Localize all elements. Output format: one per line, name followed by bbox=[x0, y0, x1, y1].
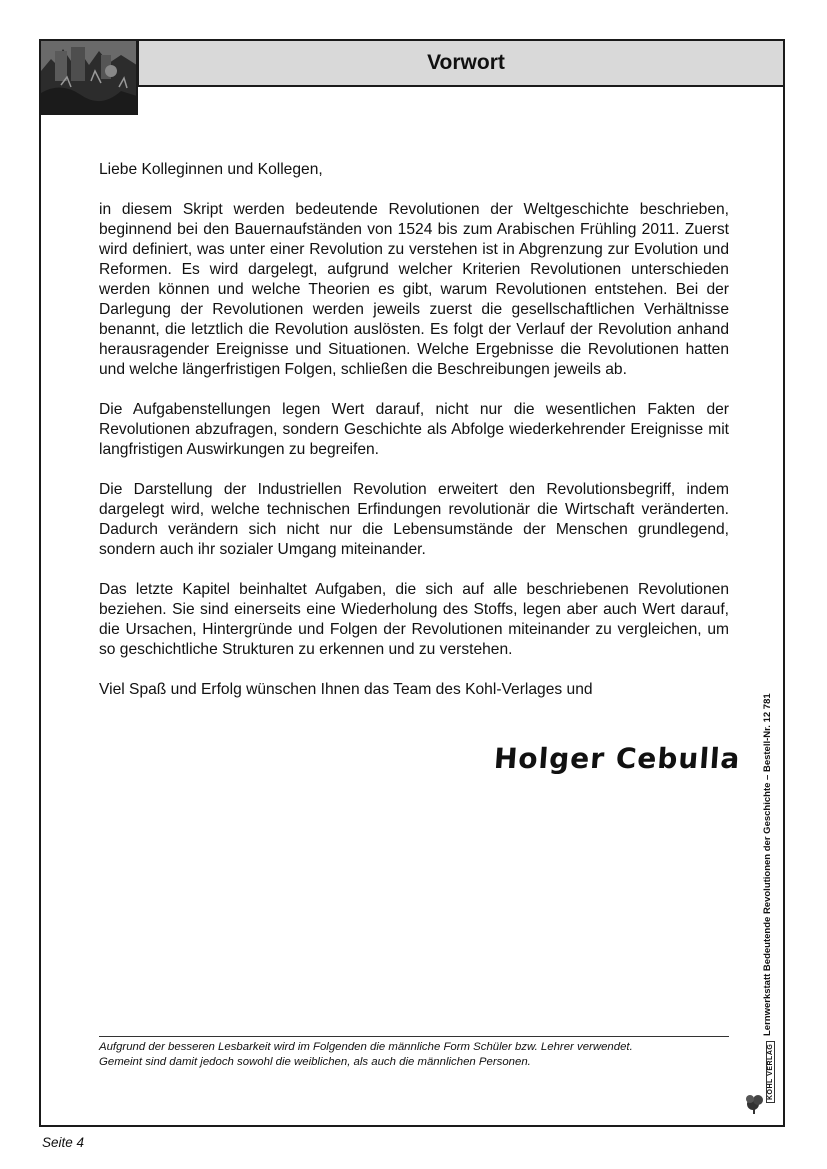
closing-line: Viel Spaß und Erfolg wünschen Ihnen das Team des Kohl-Verlages und bbox=[99, 681, 593, 698]
page-number: Seite 4 bbox=[42, 1135, 85, 1150]
header-bar bbox=[137, 39, 785, 87]
footnote-line-2: Gemeint sind damit jedoch sowohl die weiblichen, als auch die männlichen Personen. bbox=[99, 1056, 531, 1068]
paragraph-1: in diesem Skript werden bedeutende Revolutionen der Weltgeschichte beschrieben, beginnend bei den Bauernaufständen von 1524 bis zum Arabischen Frühling 2011. Zuerst wird definiert, was unter einer Revolution zu verstehen ist in Abgrenzung zur Evolution und Reformen. Es wird dargelegt, aufgrund welcher Kriterien Revolutionen unterschieden werden können und welche Theorien es gibt, warum Revolutionen entstehen. Bei der Darlegung der Revolutionen werden jeweils zuerst die gesellschaftlichen Verhältnisse benannt, die letztlich die Revolution auslösten. Es folgt der Verlauf der Revolution anhand herausragender Ereignisse und Situationen. Welche Ergebnisse die Revolutionen hatten und welche längerfristigen Folgen, schließen die Beschreibungen jeweils ab. bbox=[99, 201, 729, 378]
side-label: Lernwerkstatt Bedeutende Revolutionen der Geschichte – Bestell-Nr. 12 781 bbox=[762, 693, 773, 1036]
page-title: Vorwort bbox=[427, 51, 505, 74]
publisher-logo-text: KOHL VERLAG bbox=[766, 1041, 775, 1103]
paragraph-2: Die Aufgabenstellungen legen Wert darauf, nicht nur die wesentlichen Fakten der Revolutionen abzufragen, sondern Geschichte als Abfolge wiederkehrender Ereignisse mit langfristigen Auswirkungen zu begreifen. bbox=[99, 401, 729, 458]
greeting: Liebe Kolleginnen und Kollegen, bbox=[99, 161, 323, 178]
footnote-divider bbox=[99, 1036, 729, 1037]
revolution-illustration bbox=[39, 39, 138, 115]
paragraph-4: Das letzte Kapitel beinhaltet Aufgaben, die sich auf alle beschriebenen Revolutionen beziehen. Sie sind einerseits eine Wiederholung des Stoffs, legen aber auch Wert darauf, die Ursachen, Hintergründe und Folgen der Revolutionen miteinander zu vergleichen, um so geschichtliche Strukturen zu erkennen und zu verstehen. bbox=[99, 581, 729, 658]
footnote-line-1: Aufgrund der besseren Lesbarkeit wird im Folgenden die männliche Form Schüler bzw. Lehrer verwendet. bbox=[99, 1041, 633, 1053]
foreword-body bbox=[99, 160, 729, 720]
paragraph-3: Die Darstellung der Industriellen Revolution erweitert den Revolutionsbegriff, indem dargelegt wird, welche technischen Erfindungen revolutionär die Wirtschaft veränderten. Dadurch verändern sich nicht nur die Lebensumstände der Menschen grundlegend, sondern auch ihr sozialer Umgang miteinander. bbox=[99, 481, 729, 558]
signature: Holger Cebulla bbox=[492, 742, 742, 775]
footnote bbox=[99, 1040, 739, 1070]
